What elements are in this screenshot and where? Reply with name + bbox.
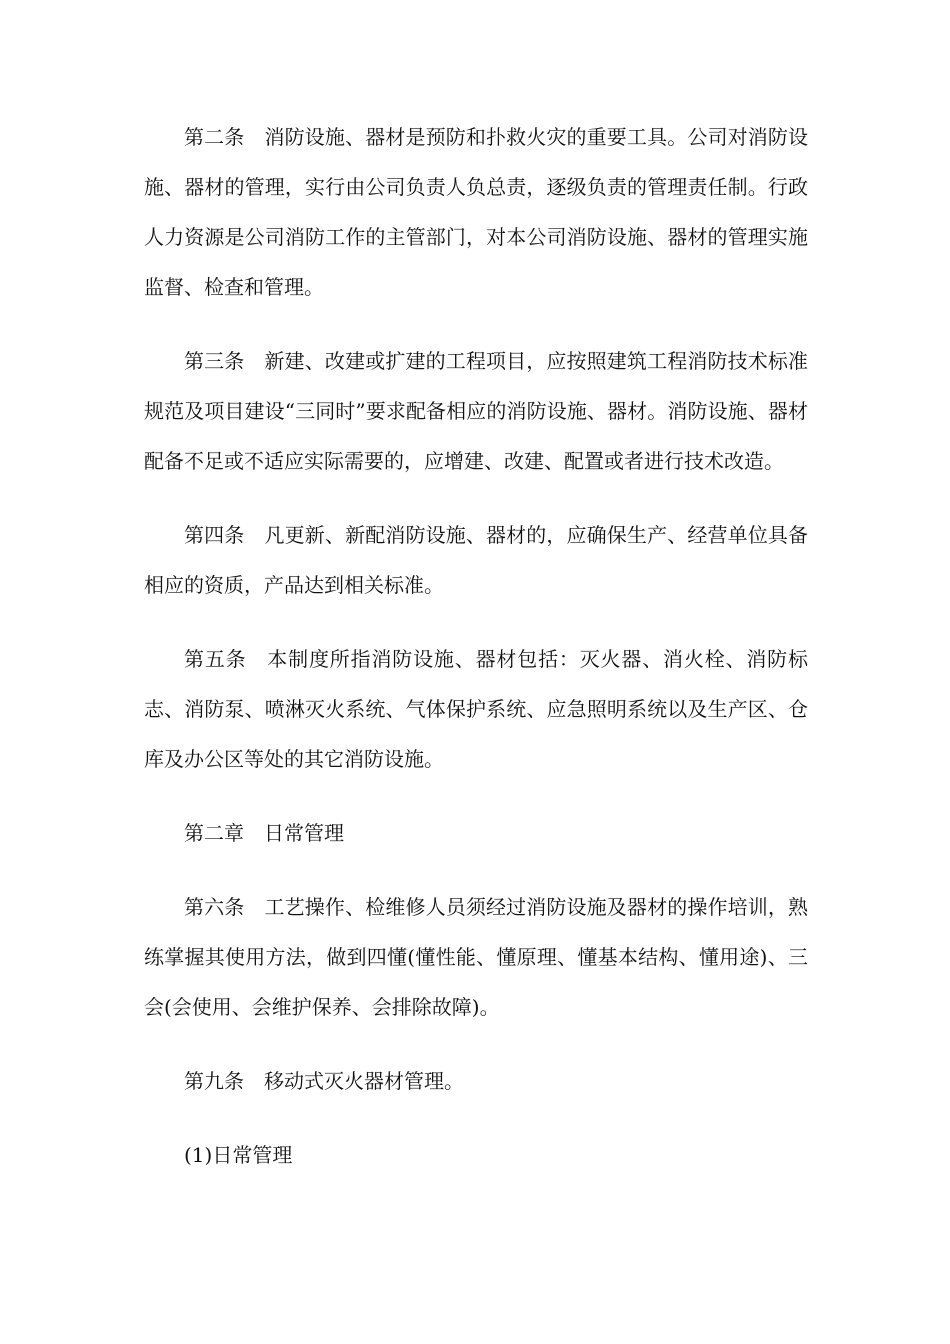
paragraph-article-3: 第三条 新建、改建或扩建的工程项目，应按照建筑工程消防技术标准规范及项目建设“三同时”要求配备相应的消防设施、器材。消防设施、器材配备不足或不适应实际需要的，应增建、改建、配置或者进行技术改造。 (144, 349, 808, 473)
subsection-heading-1: (1)日常管理 (184, 1143, 293, 1167)
document-body (144, 112, 808, 1204)
chapter-heading-2: 第二章 日常管理 (184, 821, 344, 845)
paragraph-article-4: 第四条 凡更新、新配消防设施、器材的，应确保生产、经营单位具备相应的资质，产品达到相关标准。 (144, 523, 808, 597)
paragraph-article-9: 第九条 移动式灭火器材管理。 (184, 1069, 464, 1093)
paragraph-article-2: 第二条 消防设施、器材是预防和扑救火灾的重要工具。公司对消防设施、器材的管理，实行由公司负责人负总责，逐级负责的管理责任制。行政人力资源是公司消防工作的主管部门，对本公司消防设施、器材的管理实施监督、检查和管理。 (144, 125, 808, 299)
paragraph-article-5: 第五条 本制度所指消防设施、器材包括：灭火器、消火栓、消防标志、消防泵、喷淋灭火系统、气体保护系统、应急照明系统以及生产区、仓库及办公区等处的其它消防设施。 (144, 647, 808, 771)
paragraph-article-6: 第六条 工艺操作、检维修人员须经过消防设施及器材的操作培训，熟练掌握其使用方法，做到四懂(懂性能、懂原理、懂基本结构、懂用途)、三会(会使用、会维护保养、会排除故障)。 (144, 895, 808, 1019)
